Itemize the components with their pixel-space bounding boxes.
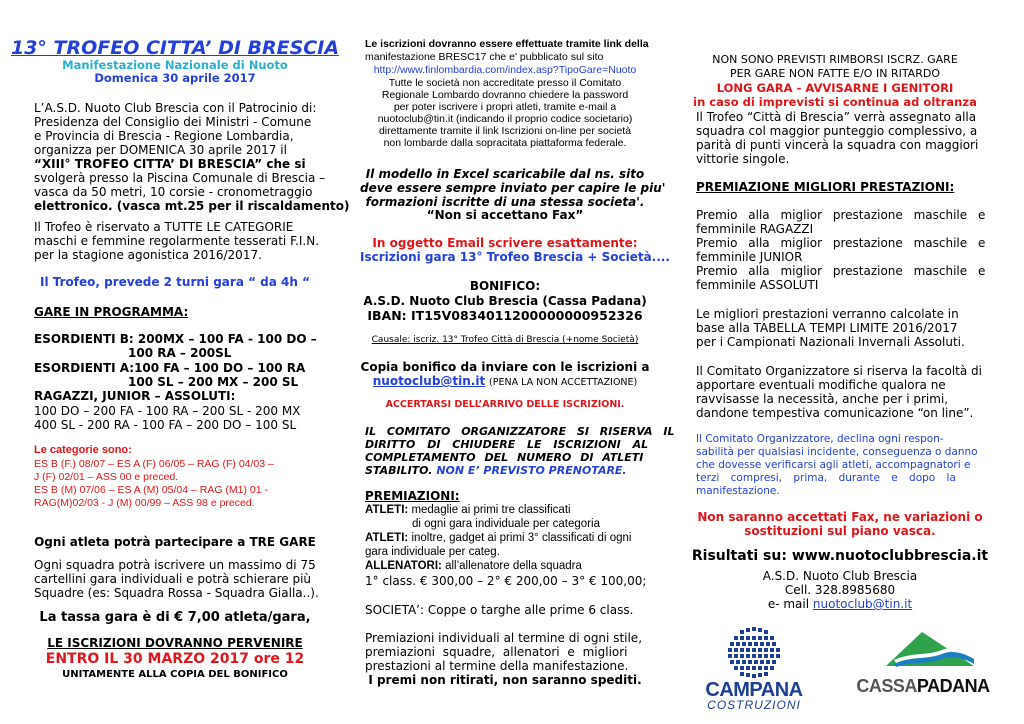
iscrizioni-line — [365, 38, 649, 50]
declina-line: terzi compresi, prima, durante e dopo la — [696, 472, 956, 484]
iscrizioni-line: direttamente tramite il link Iscrizioni on-line per società — [378, 125, 632, 137]
atleti2-label: ATLETI: — [365, 532, 409, 544]
comitato-line: COMPLETAMENTO DEL NUMERO DI ATLETI — [365, 451, 644, 464]
categorie-line: J (F) 02/01 – ASS 00 e preced. — [34, 471, 179, 483]
column-left — [0, 0, 350, 724]
gare-heading: GARE IN PROGRAMMA: — [34, 305, 189, 319]
iscrizioni-line: manifestazione BRESC17 che e' pubblicato sul sito — [365, 51, 604, 63]
iscrizioni-line-text: Le iscrizioni dovranno essere effettuate tramite link della — [365, 38, 649, 50]
premiazione-gadget — [365, 531, 631, 545]
iscrizioni-pervenire: LE ISCRIZIONI DOVRANNO PERVENIRE — [47, 636, 303, 650]
gare-line: 100 RA – 200SL — [128, 346, 232, 360]
tre-gare: Ogni atleta potrà partecipare a TRE GARE — [34, 535, 316, 549]
intro-line: e Provincia di Brescia - Regione Lombardia, — [34, 129, 294, 143]
declina-line: manifestazione. — [696, 485, 780, 497]
comitato-line: ravvisasse la necessità, anche per i primi, — [696, 392, 949, 406]
gare-line: ESORDIENTI A:100 FA – 100 DO – 100 RA — [34, 361, 306, 375]
comitato-line: IL COMITATO ORGANIZZATORE SI RISERVA IL — [365, 425, 675, 438]
column-middle — [360, 0, 680, 724]
cassapadana-wave-icon — [856, 626, 990, 674]
societa-premi: SOCIETA’: Coppe o targhe alle prime 6 class. — [365, 603, 634, 617]
oggetto-text: Iscrizioni gara 13° Trofeo Brescia + Società.... — [360, 250, 670, 264]
iscrizioni-line: Tutte le società non accreditate presso il Comitato — [388, 77, 622, 89]
event-date: Domenica 30 aprile 2017 — [94, 71, 256, 85]
categorie-line: ES B (F.) 08/07 – ES A (F) 06/05 – RAG (F) 04/03 – — [34, 458, 274, 470]
finlombardia-link[interactable]: http://www.finlombardia.com/index.asp?TipoGare=Nuoto — [373, 64, 637, 76]
intro-line: elettronico. (vasca mt.25 per il riscaldamento) — [34, 199, 350, 213]
atleti2-text: inoltre, gadget ai primi 3° classificati di ogni — [411, 532, 632, 544]
intro-line: vasca da 50 metri, 10 corsie - cronometraggio — [34, 185, 313, 199]
premiazioni-ind-line: Premiazioni individuali al termine di ogni stile, — [365, 631, 643, 645]
iscrizioni-line: per poter iscrivere i propri atleti, tramite e-mail a — [393, 101, 617, 113]
comitato-line — [365, 464, 627, 478]
calcolate-line: per i Campionati Nazionali Invernali Assoluti. — [696, 335, 965, 349]
cassapadana-name-b: PADANA — [916, 676, 990, 696]
iban: IBAN: IT15V0834011200000000952326 — [367, 308, 643, 323]
premio-line: Premio alla miglior prestazione maschile e — [696, 264, 986, 278]
intro-line: organizza per DOMENICA 30 aprile 2017 il — [34, 143, 287, 157]
allenatori-label: ALLENATORI: — [365, 560, 442, 572]
trofeo-line: Il Trofeo è riservato a TUTTE LE CATEGORIE — [34, 220, 294, 234]
premiazioni-heading: PREMIAZIONI: — [365, 489, 460, 503]
email-label: e- mail — [767, 597, 810, 611]
premio-line: femminile ASSOLUTI — [696, 278, 819, 292]
categorie-heading: Le categorie sono: — [34, 444, 132, 456]
premiazioni-ind-line: prestazioni al termine della manifestazione. — [365, 659, 629, 673]
gare-line: ESORDIENTI B: 200MX – 100 FA - 100 DO – — [34, 332, 317, 346]
rimborsi-line: NON SONO PREVISTI RIMBORSI ISCRZ. GARE — [712, 53, 958, 66]
classifica-premi: 1° class. € 300,00 – 2° € 200,00 – 3° € 100,00; — [365, 574, 647, 588]
declina-line: Il Comitato Organizzatore, declina ogni respon- — [696, 433, 944, 445]
event-subtitle: Manifestazione Nazionale di Nuoto — [62, 58, 288, 72]
campana-logo — [692, 624, 816, 712]
unitamente: UNITAMENTE ALLA COPIA DEL BONIFICO — [62, 669, 288, 680]
calcolate-line: Le migliori prestazioni verranno calcolate in — [696, 307, 959, 321]
intro-line: Presidenza del Consiglio dei Ministri - Comune — [34, 115, 312, 129]
no-fax-line: Non saranno accettati Fax, ne variazioni o — [697, 510, 983, 524]
club-email — [690, 597, 990, 611]
imprevisti: in caso di imprevisti si continua ad oltranza — [693, 95, 977, 109]
copia-line — [360, 374, 650, 390]
categorie-line: ES B (M) 07/06 – ES A (M) 05/04 – RAG (M1) 01 - — [34, 484, 269, 496]
deadline: ENTRO IL 30 MARZO 2017 ore 12 — [45, 651, 305, 667]
club-cell: Cell. 328.8985680 — [784, 583, 896, 597]
trofeo-line: parità di punti vincerà la squadra con maggiori — [696, 138, 979, 152]
calcolate-line: base alla TABELLA TEMPI LIMITE 2016/2017 — [696, 321, 958, 335]
declina-line: che dovesse verificarsi agli atleti, accompagnatori e — [696, 459, 971, 471]
copia-bonifico: Copia bonifico da inviare con le iscrizioni a — [360, 360, 650, 374]
premio-line: femminile JUNIOR — [696, 250, 803, 264]
squadra-line: Ogni squadra potrà iscrivere un massimo di 75 — [34, 558, 316, 572]
comitato-line: DIRITTO DI CHIUDERE LE ISCRIZIONI AL — [365, 438, 649, 451]
column-right — [690, 0, 1024, 724]
intro-line: “XIII° TROFEO CITTA’ DI BRESCIA” che si — [34, 157, 306, 171]
copia-pena: (PENA LA NON ACCETTAZIONE) — [489, 377, 638, 388]
comitato-stabilito: STABILITO. — [365, 464, 433, 477]
campana-logo-name: CAMPANA — [705, 679, 803, 701]
comitato-line: dandone tempestiva comunicazione “on line”. — [696, 406, 974, 420]
non-previsto: NON E’ PREVISTO PRENOTARE. — [436, 464, 627, 477]
accertarsi: ACCERTARSI DELL’ARRIVO DELLE ISCRIZIONI. — [385, 399, 625, 410]
iscrizioni-line: non lombarde dalla sopracitata piattaforma federale. — [383, 137, 627, 149]
comitato-line: Il Comitato Organizzatore si riserva la facoltà di — [696, 364, 982, 378]
event-title: 13° TROFEO CITTA’ DI BRESCIA — [10, 37, 340, 59]
modello-line: Il modello in Excel scaricabile dal ns. sito — [365, 167, 645, 181]
trofeo-line: vittorie singole. — [696, 152, 790, 166]
atleti-text: medaglie ai primi tre classificati — [411, 504, 571, 516]
premiazione-atleti — [365, 503, 571, 517]
squadra-line: Squadre (es: Squadra Rossa - Squadra Gialla..). — [34, 586, 319, 600]
bonifico-bank: A.S.D. Nuoto Club Brescia (Cassa Padana) — [363, 294, 647, 308]
email-link[interactable]: nuotoclub@tin.it — [372, 374, 486, 388]
squadra-line: cartellini gara individuali e potrà schierare più — [34, 572, 312, 586]
long-gara: LONG GARA - AVVISARNE I GENITORI — [716, 81, 954, 95]
premiazione-allenatori — [365, 559, 582, 573]
premi-non-ritirati: I premi non ritirati, non saranno spediti. — [368, 673, 642, 687]
gare-line: 100 DO – 200 FA - 100 RA – 200 SL - 200 MX — [34, 404, 301, 418]
campana-globe-icon — [692, 624, 816, 684]
allenatori-text: all’allenatore della squadra — [445, 560, 582, 572]
modello-line: deve essere sempre inviato per capire le piu' — [360, 181, 666, 195]
no-fax: “Non si accettano Fax” — [426, 208, 584, 222]
comitato-line: apportare eventuali modifiche qualora ne — [696, 378, 946, 392]
atleti-label: ATLETI: — [365, 504, 409, 516]
oggetto-email: In oggetto Email scrivere esattamente: — [372, 236, 638, 250]
rimborsi-line: PER GARE NON FATTE E/O IN RITARDO — [730, 67, 940, 80]
premiazioni-ind-line: premiazioni squadre, allenatori e migliori — [365, 645, 628, 659]
causale: Causale: iscriz. 13° Trofeo Città di Brescia (+nome Società) — [371, 335, 639, 345]
club-name: A.S.D. Nuoto Club Brescia — [762, 569, 918, 583]
no-fax-line: sostituzioni sul piano vasca. — [744, 524, 936, 538]
modello-line: formazioni iscritte di una stessa societa'. — [365, 195, 645, 209]
intro-line: svolgerà presso la Piscina Comunale di Brescia – — [34, 171, 326, 185]
categorie-line: RAG(M)02/03 - J (M) 00/99 – ASS 98 e preced. — [34, 497, 255, 509]
risultati-link[interactable]: Risultati su: www.nuotoclubbrescia.it — [691, 548, 989, 564]
premio-line: femminile RAGAZZI — [696, 222, 814, 236]
email-link[interactable]: nuotoclub@tin.it — [812, 597, 913, 611]
tassa-gara: La tassa gara è di € 7,00 atleta/gara, — [39, 610, 311, 625]
campana-logo-sub: COSTRUZIONI — [707, 698, 801, 712]
migliori-heading: PREMIAZIONE MIGLIORI PRESTAZIONI: — [696, 180, 955, 194]
premiazione-atleti-cont: di ogni gara individuale per categoria — [412, 518, 600, 530]
trofeo-line: squadra col maggior punteggio complessivo, a — [696, 124, 978, 138]
gare-line: RAGAZZI, JUNIOR – ASSOLUTI: — [34, 389, 236, 403]
cassapadana-name — [856, 676, 990, 696]
iscrizioni-line: nuotoclub@tin.it (indicando il proprio codice societario) — [377, 113, 633, 125]
trofeo-line: maschi e femmine regolarmente tesserati F.I.N. — [34, 234, 320, 248]
cassapadana-logo — [856, 626, 990, 702]
cassapadana-name-a: CASSA — [856, 676, 917, 696]
trofeo-line: per la stagione agonistica 2016/2017. — [34, 248, 262, 262]
premiazione-gadget-cont: gara individuale per categ. — [365, 546, 500, 558]
declina-line: sabilità per qualsiasi incidente, conseguenza o danno — [696, 446, 978, 458]
premio-line: Premio alla miglior prestazione maschile e — [696, 236, 986, 250]
bonifico-heading: BONIFICO: — [469, 279, 541, 293]
premio-line: Premio alla miglior prestazione maschile e — [696, 208, 986, 222]
turni-text: Il Trofeo, prevede 2 turni gara “ da 4h “ — [40, 275, 310, 289]
intro-line: L’A.S.D. Nuoto Club Brescia con il Patrocinio di: — [34, 101, 317, 115]
iscrizioni-line: Regionale Lombardo dovranno chiedere la password — [381, 89, 629, 101]
gare-line: 100 SL – 200 MX – 200 SL — [128, 375, 299, 389]
gare-line: 400 SL - 200 RA - 100 FA – 200 DO – 100 SL — [34, 418, 297, 432]
trofeo-line: Il Trofeo “Città di Brescia” verrà assegnato alla — [696, 110, 977, 124]
